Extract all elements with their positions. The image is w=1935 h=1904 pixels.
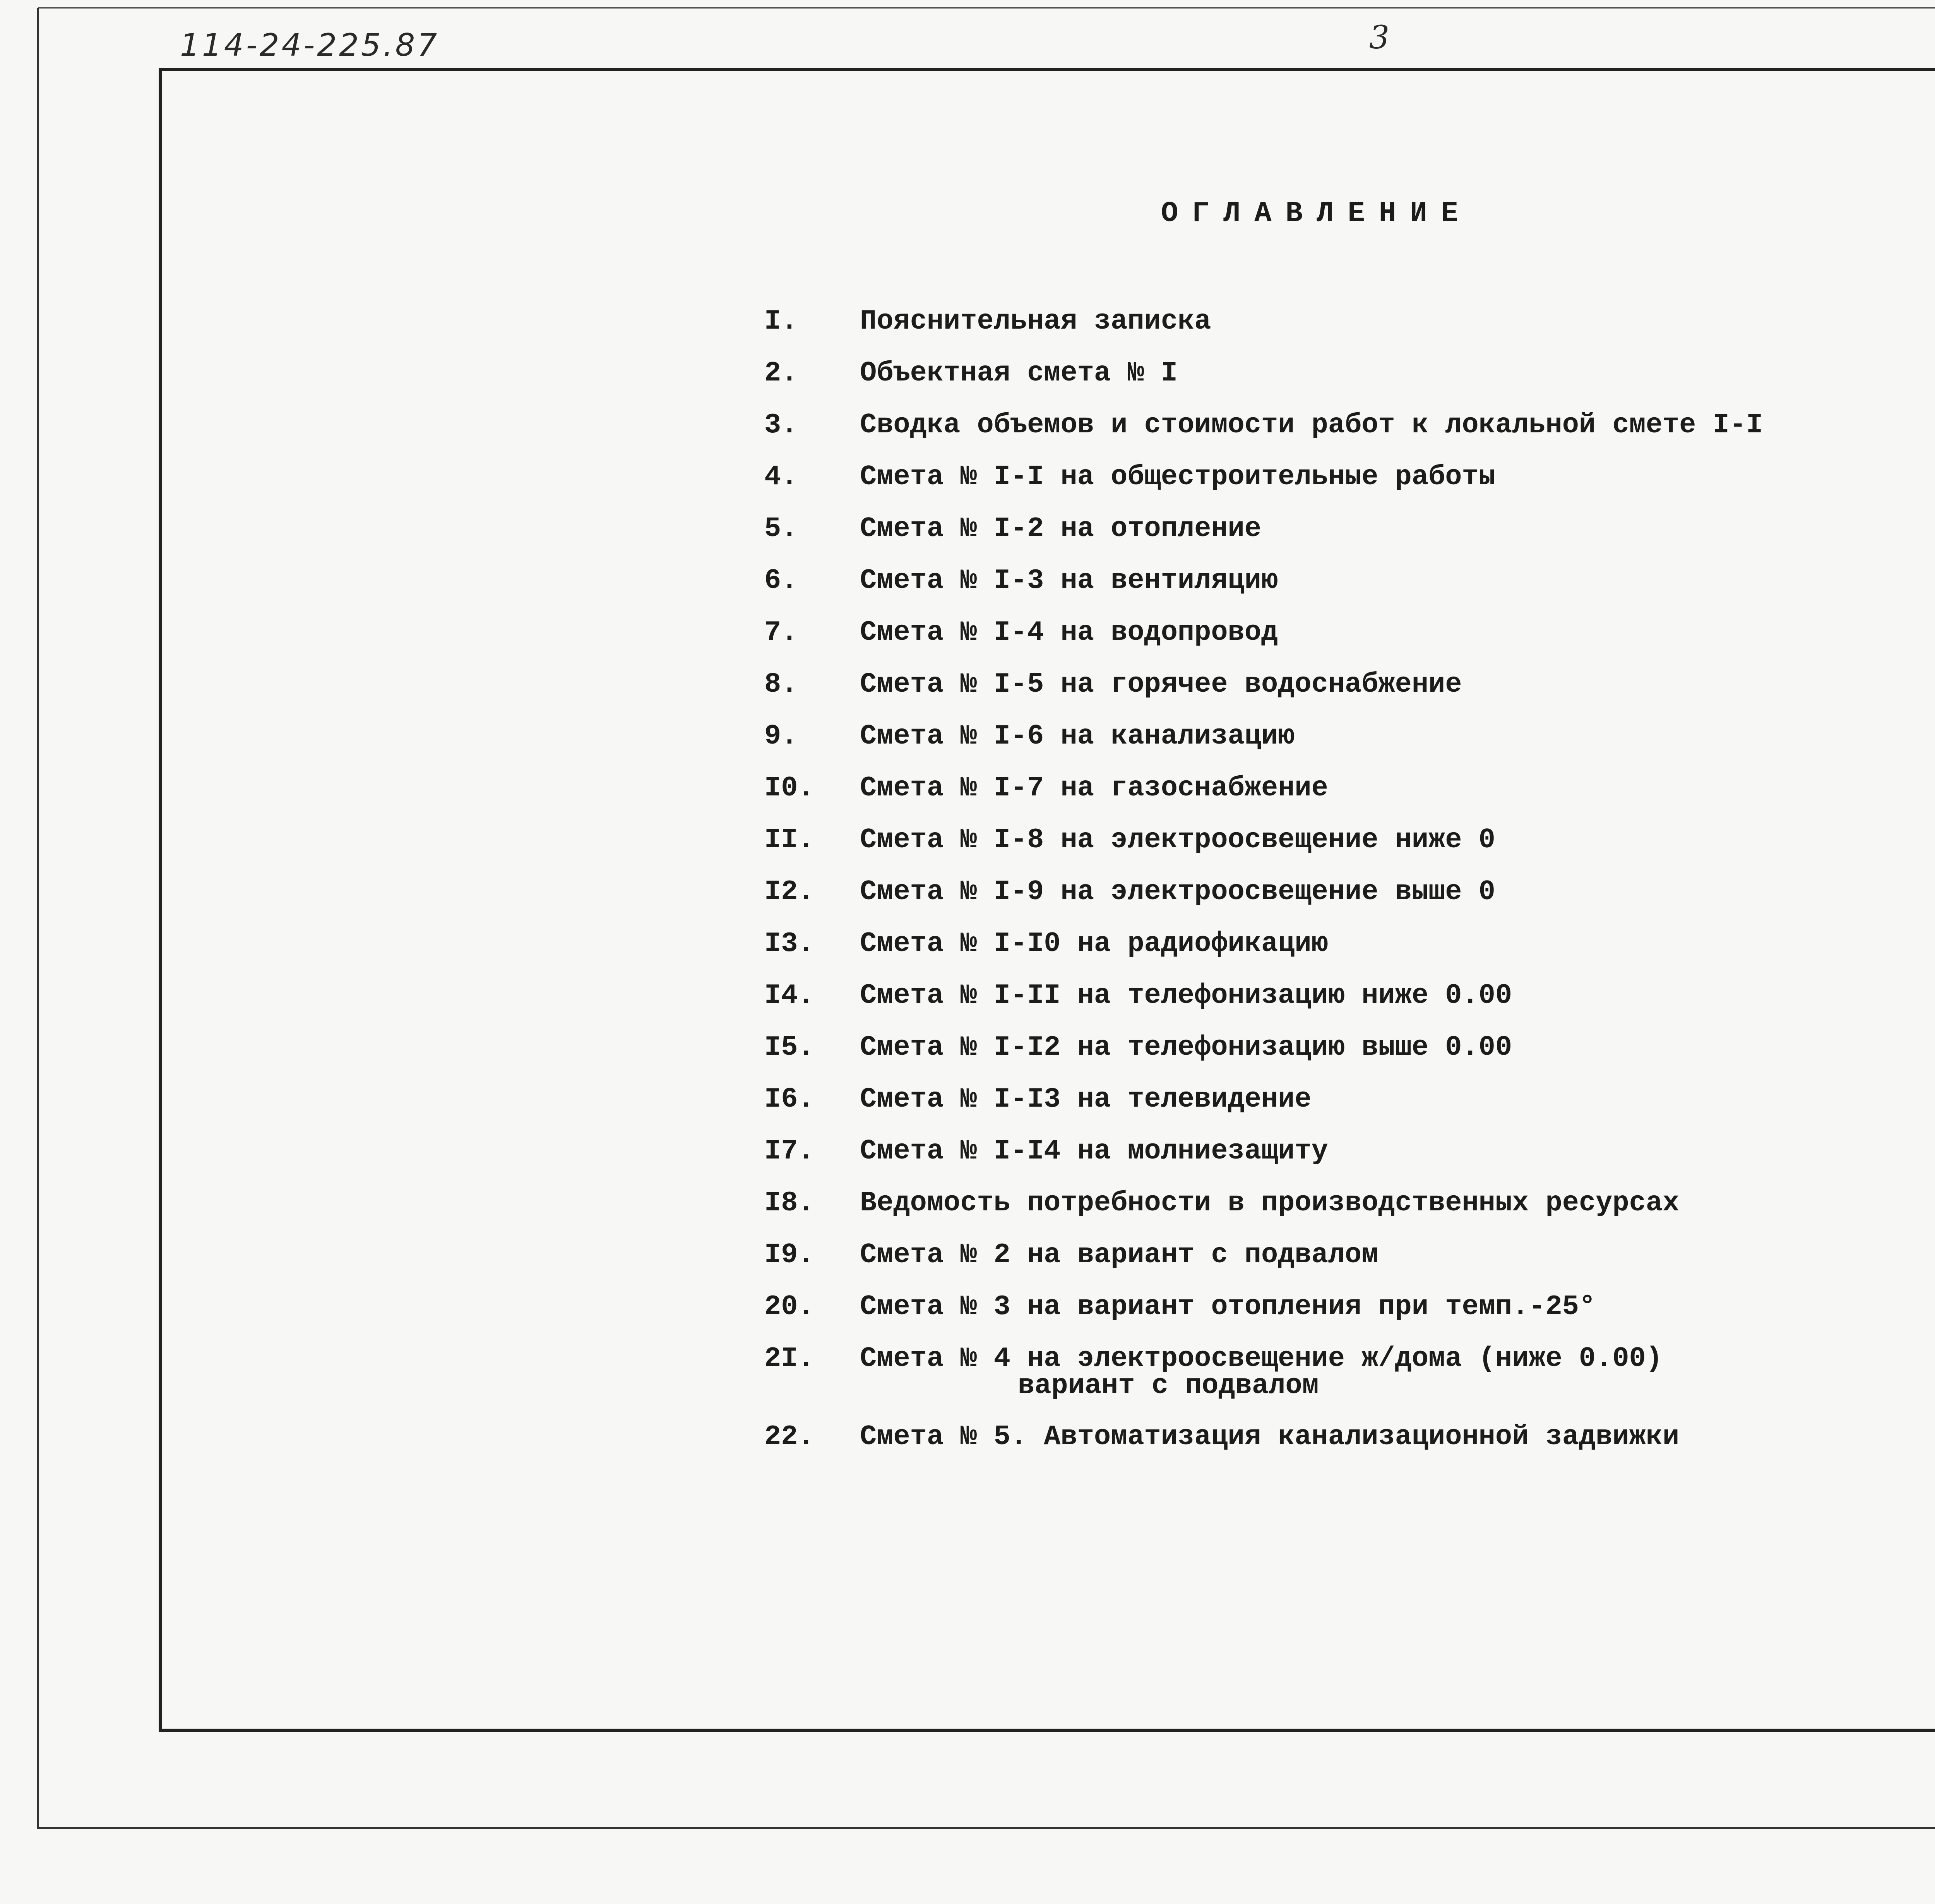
toc-entry-title: Смета № I-9 на электроосвещение выше 0 xyxy=(860,876,1495,908)
toc-entry-title: Смета № I-I2 на телефонизацию выше 0.00 xyxy=(860,1032,1512,1063)
toc-entry-number: 4. xyxy=(764,461,798,493)
toc-entry-title: Смета № I-6 на канализацию xyxy=(860,720,1295,752)
toc-entry xyxy=(0,358,1935,396)
toc-entry-number: I. xyxy=(764,305,798,337)
toc-entry xyxy=(0,1084,1935,1123)
toc-entry-title: Смета № I-2 на отопление xyxy=(860,513,1261,545)
toc-entry-number: 2. xyxy=(764,357,798,389)
toc-entry-title-continuation: вариант с подвалом xyxy=(1018,1370,1319,1402)
toc-entry xyxy=(0,876,1935,915)
toc-entry-title: Смета № I-8 на электроосвещение ниже 0 xyxy=(860,824,1495,856)
toc-entry-title: Смета № I-7 на газоснабжение xyxy=(860,772,1328,804)
toc-entry xyxy=(0,928,1935,967)
toc-entry xyxy=(0,617,1935,656)
toc-entry-number: I8. xyxy=(764,1187,815,1219)
toc-entry-title: Смета № 2 на вариант с подвалом xyxy=(860,1239,1378,1271)
toc-entry xyxy=(0,306,1935,344)
document-code: 114-24-225.87 xyxy=(180,27,440,63)
toc-entry-number: I5. xyxy=(764,1032,815,1063)
toc-entry xyxy=(0,1291,1935,1330)
page-title: ОГЛАВЛЕНИЕ xyxy=(1161,197,1473,230)
toc-entry-number: I2. xyxy=(764,876,815,908)
toc-entry-title: Смета № 5. Автоматизация канализационной задвижки xyxy=(860,1421,1680,1453)
toc-entry-number: 3. xyxy=(764,409,798,441)
toc-entry xyxy=(0,721,1935,759)
toc-entry-title: Смета № I-II на телефонизацию ниже 0.00 xyxy=(860,980,1512,1011)
toc-entry-number: 20. xyxy=(764,1291,815,1323)
toc-entry-number: I0. xyxy=(764,772,815,804)
toc-entry-title: Смета № I-I0 на радиофикацию xyxy=(860,928,1328,960)
toc-entry xyxy=(0,1239,1935,1278)
sheet-number: 3 xyxy=(1369,19,1390,56)
toc-entry-title: Смета № I-5 на горячее водоснабжение xyxy=(860,668,1462,700)
toc-entry-number: I4. xyxy=(764,980,815,1011)
toc-entry-number: I7. xyxy=(764,1135,815,1167)
toc-entry-title: Объектная смета № I xyxy=(860,357,1178,389)
toc-entry xyxy=(0,1421,1935,1460)
toc-entry xyxy=(0,773,1935,811)
toc-entry-title: Смета № I-I4 на молниезащиту xyxy=(860,1135,1328,1167)
toc-entry-number: 5. xyxy=(764,513,798,545)
toc-entry-number: 9. xyxy=(764,720,798,752)
toc-entry-number: I9. xyxy=(764,1239,815,1271)
toc-entry xyxy=(0,669,1935,708)
toc-entry-number: II. xyxy=(764,824,815,856)
toc-entry-number: 22. xyxy=(764,1421,815,1453)
toc-entry xyxy=(0,980,1935,1019)
toc-entry-title: Пояснительная записка xyxy=(860,305,1211,337)
toc-entry-title: Смета № 3 на вариант отопления при темп.-25° xyxy=(860,1291,1596,1323)
toc-entry-title: Ведомость потребности в производственных ресурсах xyxy=(860,1187,1680,1219)
toc-entry-number: I3. xyxy=(764,928,815,960)
toc-entry-title: Смета № I-I на общестроительные работы xyxy=(860,461,1495,493)
toc-entry-title: Смета № 4 на электроосвещение ж/дома (ниже 0.00) xyxy=(860,1343,1663,1374)
toc-entry-title: Смета № I-4 на водопровод xyxy=(860,617,1278,648)
toc-entry xyxy=(0,1136,1935,1174)
toc-entry-title: Смета № I-3 на вентиляцию xyxy=(860,565,1278,596)
toc-entry-title: Сводка объемов и стоимости работ к локальной смете I-I xyxy=(860,409,1763,441)
toc-entry xyxy=(0,1188,1935,1226)
toc-entry xyxy=(0,1032,1935,1071)
toc-entry-number: 6. xyxy=(764,565,798,596)
toc-entry xyxy=(0,824,1935,863)
toc-entry-number: 7. xyxy=(764,617,798,648)
toc-entry xyxy=(0,410,1935,448)
toc-entry xyxy=(0,1343,1935,1409)
toc-entry xyxy=(0,461,1935,500)
toc-entry xyxy=(0,513,1935,552)
toc-entry-title: Смета № I-I3 на телевидение xyxy=(860,1083,1312,1115)
toc-entry xyxy=(0,565,1935,604)
toc-entry-number: I6. xyxy=(764,1083,815,1115)
toc-entry-number: 2I. xyxy=(764,1343,815,1374)
toc-entry-number: 8. xyxy=(764,668,798,700)
